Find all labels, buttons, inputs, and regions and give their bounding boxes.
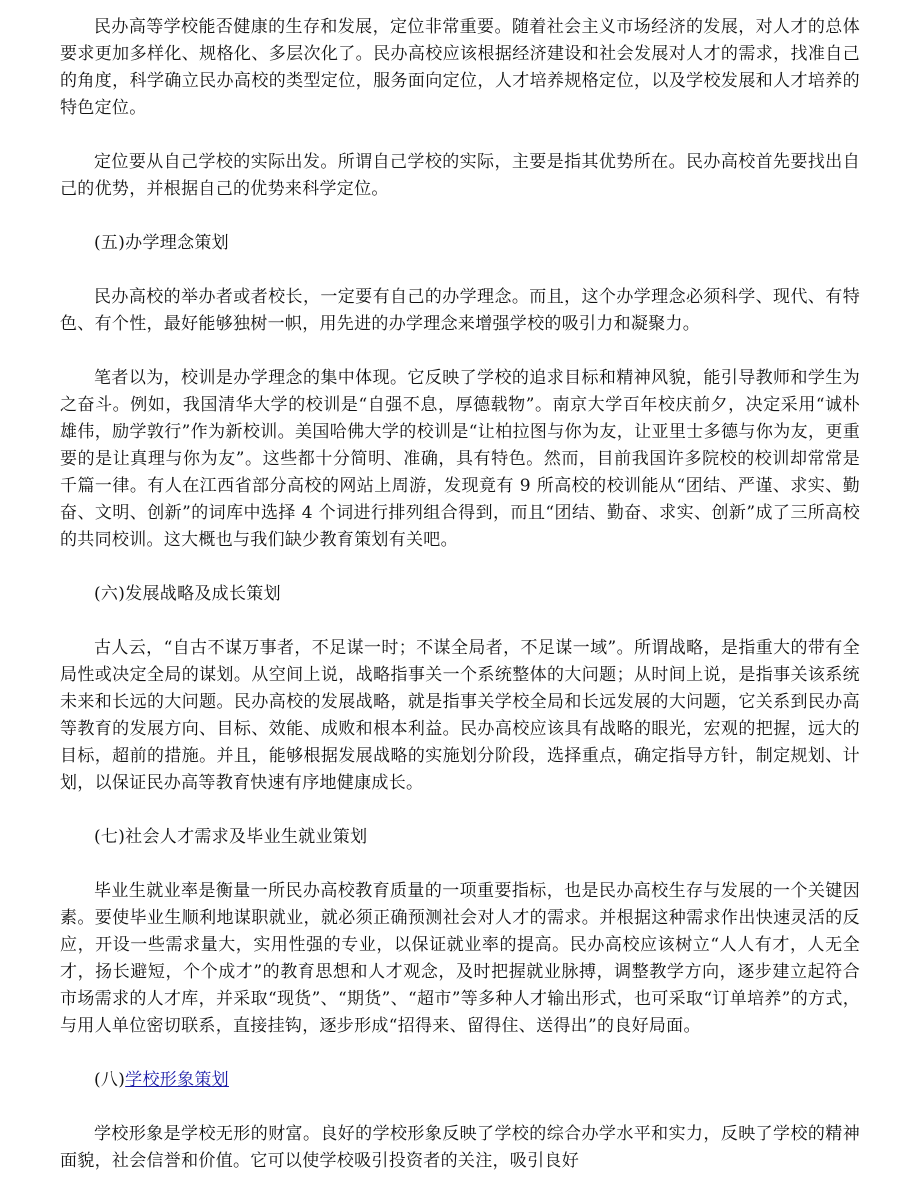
paragraph-school-philosophy: 民办高校的举办者或者校长，一定要有自己的办学理念。而且，这个办学理念必须科学、现代、有特色、有个性，最好能够独树一帜，用先进的办学理念来增强学校的吸引力和凝聚力。 (60, 287, 860, 334)
paragraph-school-motto: 笔者以为，校训是办学理念的集中体现。它反映了学校的追求目标和精神风貌，能引导教师和学生为之奋斗。例如，我国清华大学的校训是“自强不息，厚德载物”。南京大学百年校庆前夕，决定采用“诚朴雄伟，励学敦行”作为新校训。美国哈佛大学的校训是“让柏拉图与你为友，让亚里士多德与你为友，更重要的是让真理与你为友”。这些都十分简明、准确，具有特色。然而，目前我国许多院校的校训却常常是千篇一律。有人在江西省部分高校的网站上周游，发现竟有 9 所高校的校训能从“团结、严谨、求实、勤奋、文明、创新”的词库中选择 4 个词进行排列组合得到，而且“团结、勤奋、求实、创新”成了三所高校的共同校训。这大概也与我们缺少教育策划有关吧。 (60, 368, 860, 550)
document-page (60, 14, 860, 1202)
section-heading-5: (五)办学理念策划 (94, 233, 229, 253)
section-heading-7: (七)社会人才需求及毕业生就业策划 (94, 827, 368, 847)
section-heading-8 (60, 1067, 860, 1094)
paragraph-development-strategy: 古人云，“自古不谋万事者，不足谋一时；不谋全局者，不足谋一域”。所谓战略，是指重大的带有全局性或决定全局的谋划。从空间上说，战略指事关一个系统整体的大问题；从时间上说，是指事关该系统未来和长远的大问题。民办高校的发展战略，就是指事关学校全局和长远发展的大问题，它关系到民办高等教育的发展方向、目标、效能、成败和根本利益。民办高校应该具有战略的眼光，宏观的把握，远大的目标，超前的措施。并且，能够根据发展战略的实施划分阶段，选择重点，确定指导方针，制定规划、计划，以保证民办高等教育快速有序地健康成长。 (60, 638, 860, 793)
section-heading-8-prefix: (八) (94, 1070, 126, 1090)
paragraph-positioning-importance: 民办高等学校能否健康的生存和发展，定位非常重要。随着社会主义市场经济的发展，对人才的总体要求更加多样化、规格化、多层次化了。民办高校应该根据经济建设和社会发展对人才的需求，找准自己的角度，科学确立民办高校的类型定位，服务面向定位，人才培养规格定位，以及学校发展和人才培养的特色定位。 (60, 17, 860, 118)
section-heading-6: (六)发展战略及成长策划 (94, 584, 281, 604)
paragraph-school-image: 学校形象是学校无形的财富。良好的学校形象反映了学校的综合办学水平和实力，反映了学校的精神面貌，社会信誉和价值。它可以使学校吸引投资者的关注，吸引良好 (60, 1124, 860, 1171)
paragraph-graduate-employment: 毕业生就业率是衡量一所民办高校教育质量的一项重要指标，也是民办高校生存与发展的一个关键因素。要使毕业生顺利地谋职就业，就必须正确预测社会对人才的需求。并根据这种需求作出快速灵活的反应，开设一些需求量大，实用性强的专业，以保证就业率的提高。民办高校应该树立“人人有才，人无全才，扬长避短，个个成才”的教育思想和人才观念，及时把握就业脉搏，调整教学方向，逐步建立起符合市场需求的人才库，并采取“现货”、“期货”、“超市”等多种人才输出形式，也可采取“订单培养”的方式，与用人单位密切联系，直接挂钩，逐步形成“招得来、留得住、送得出”的良好局面。 (60, 881, 860, 1036)
school-image-link[interactable]: 学校形象策划 (125, 1070, 229, 1090)
paragraph-positioning-practice: 定位要从自己学校的实际出发。所谓自己学校的实际，主要是指其优势所在。民办高校首先要找出自己的优势，并根据自己的优势来科学定位。 (60, 152, 860, 199)
